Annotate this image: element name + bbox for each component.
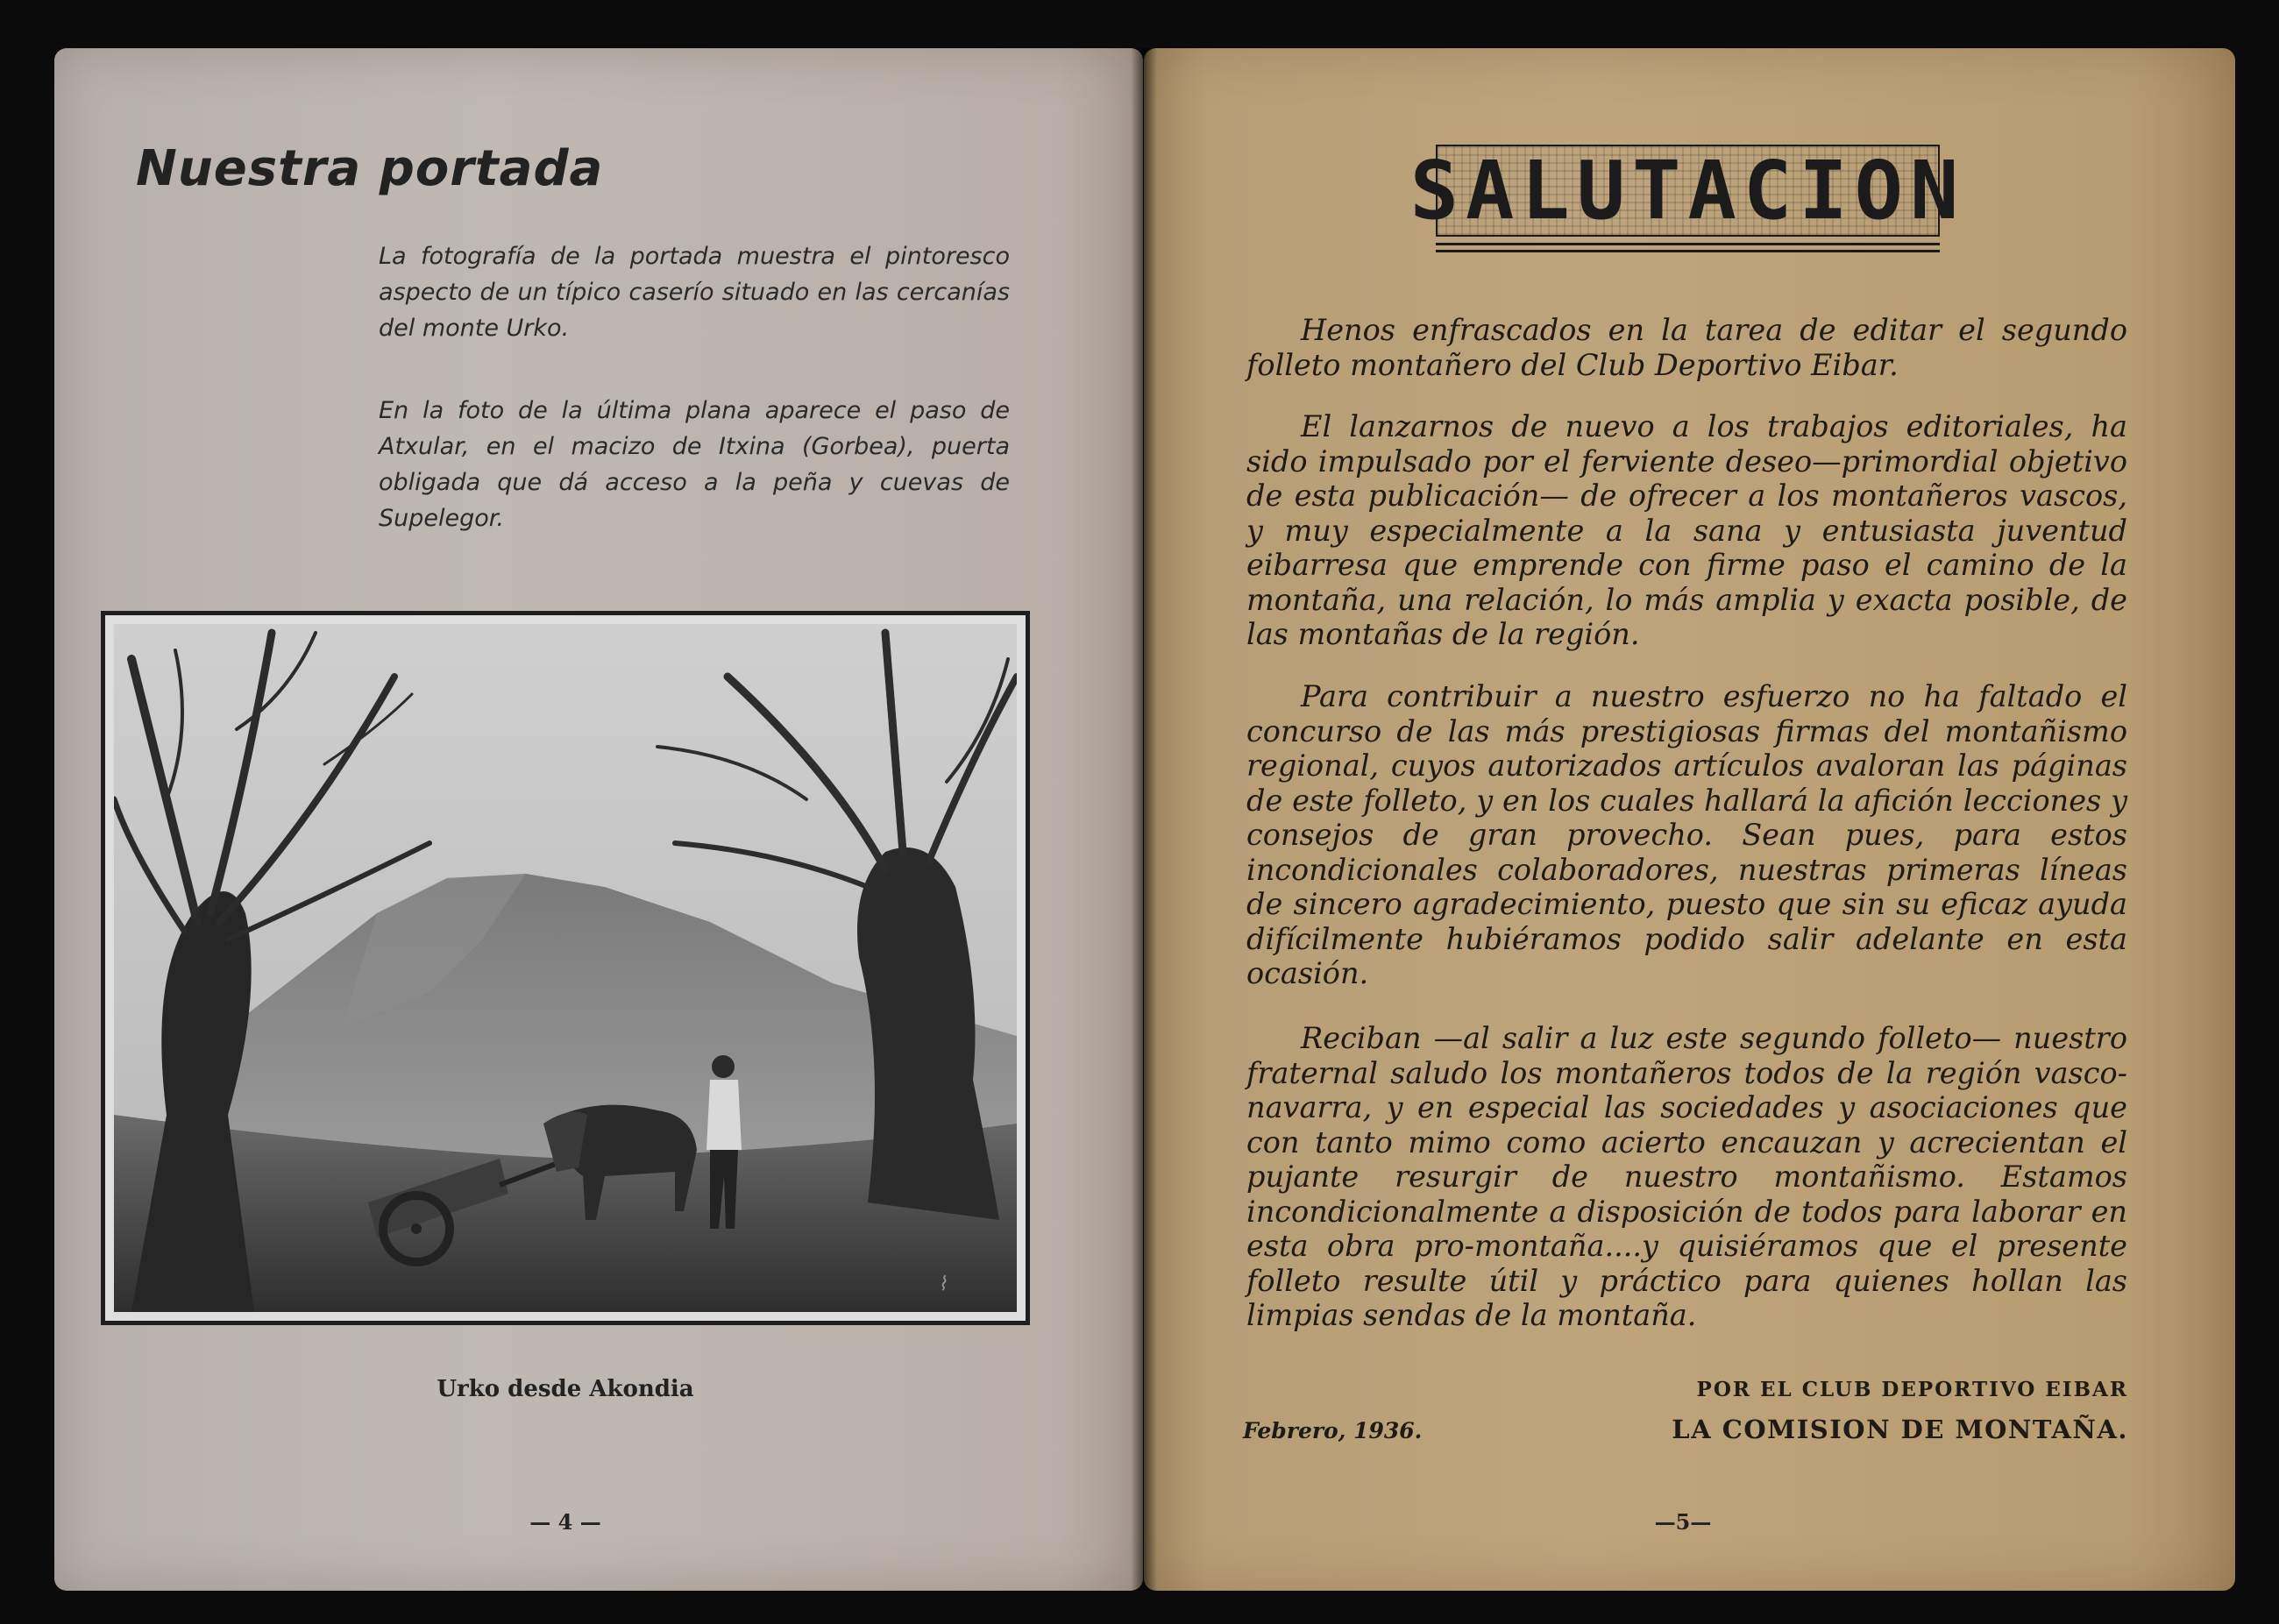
cover-description-paragraph: La fotografía de la portada muestra el pintoresco aspecto de un típico caserío situado en las cercanías del monte Urko. (379, 243, 1010, 342)
photographer-signature: ⌇ (938, 1273, 948, 1295)
signature-date: Febrero, 1936. (1243, 1418, 1423, 1443)
landscape-photo (114, 624, 1017, 1312)
page-number-left: — 4 — (529, 1509, 601, 1535)
salutation-paragraph-3: Para contribuir a nuestro esfuerzo no ha faltado el concurso de las más prestigiosas firmas del montañismo regional, cuyos autorizados artículos avaloran las páginas de este folleto, y en los cuales hallará la afición lecciones y consejos de gran provecho. Sean pues, para estos incondicionales colaboradores, nuestras primeras líneas de sincero agradecimiento, puesto que sin su eficaz ayuda difícilmente hubiéramos podido salir adelante en esta ocasión. (1246, 679, 2127, 990)
salutacion-title: SALUTACION (1409, 143, 1966, 238)
photo-caption: Urko desde Akondia (437, 1376, 694, 1402)
signature-club: POR EL CLUB DEPORTIVO EIBAR (1696, 1378, 2128, 1401)
photo-frame (101, 611, 1030, 1325)
left-page-heading: Nuestra portada (136, 140, 604, 197)
salutation-paragraph-4: Reciban —al salir a luz este segundo folleto— nuestro fraternal saludo los montañeros todos de la región vasco-navarra, y en especial las sociedades y asociaciones que con tanto mimo como acierto encauzan y acrecientan el pujante resurgir de nuestro montañismo. Estamos incondicionalmente a disposición de todos para laborar en esta obra pro-montaña....y quisiéramos que el presente folleto resulte útil y práctico para quienes hollan las limpias sendas de la montaña. (1246, 1021, 2127, 1332)
book-gutter (1131, 48, 1157, 1591)
back-cover-description-paragraph: En la foto de la última plana aparece el paso de Atxular, en el macizo de Itxina (Gorbea), puerta obligada que dá acceso a la peña y cuevas de Supelegor. (379, 397, 1010, 532)
salutation-paragraph-1: Henos enfrascados en la tarea de editar el segundo folleto montañero del Club Deportivo Eibar. (1246, 313, 2127, 382)
salutacion-title-box (1409, 143, 1966, 238)
title-underline-bottom (1436, 250, 1940, 252)
signature-committee: LA COMISION DE MONTAÑA. (1672, 1415, 2128, 1444)
salutation-paragraph-2: El lanzarnos de nuevo a los trabajos editoriales, ha sido impulsado por el ferviente deseo—primordial objetivo de esta publicación— de ofrecer a los montañeros vascos, y muy especialmente a la sana y entusiasta juventud eibarresa que emprende con firme paso el camino de la montaña, una relación, lo más amplia y exacta posible, de las montañas de la región. (1246, 409, 2127, 651)
page-number-right: —5— (1654, 1509, 1712, 1535)
title-underline-top (1436, 243, 1940, 245)
